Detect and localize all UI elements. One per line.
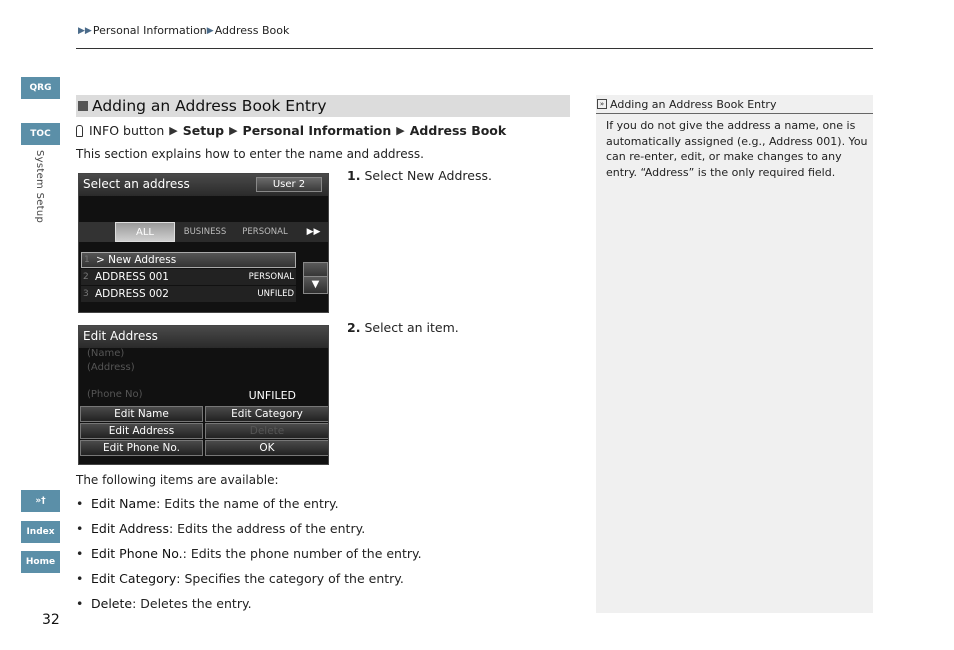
item-term: Edit Category (91, 571, 177, 586)
ok-button: OK (205, 440, 329, 456)
row-number: 2 (83, 272, 89, 282)
header-divider (76, 48, 873, 49)
screen-title: Edit Address (79, 326, 329, 348)
voice-command-button[interactable] (21, 490, 60, 512)
edit-address-button: Edit Address (80, 423, 203, 439)
step-text: Select an item. (364, 320, 459, 335)
edit-phone-button: Edit Phone No. (80, 440, 203, 456)
user-button: User 2 (256, 177, 322, 192)
name-field: (Name) (87, 348, 125, 359)
arrow-icon: ▶ (396, 124, 405, 137)
step-1 (347, 168, 492, 183)
step-suffix: . (488, 168, 492, 183)
item-term: Edit Phone No. (91, 546, 183, 561)
category-tabs (79, 222, 329, 242)
section-heading (76, 95, 570, 117)
nav-setup: Setup (182, 123, 225, 138)
section-title: Adding an Address Book Entry (92, 97, 327, 115)
item-desc: : Edits the address of the entry. (168, 521, 366, 536)
toc-button[interactable]: TOC (21, 123, 60, 145)
tab-spacer (79, 222, 115, 242)
step-text: Select (364, 168, 407, 183)
row-label: > New Address (96, 254, 177, 266)
breadcrumb-address-book[interactable]: Address Book (214, 24, 290, 37)
list-item: • Edit Address : Edits the address of the entry. (76, 521, 422, 546)
list-item: • Edit Phone No. : Edits the phone number of the entry. (76, 546, 422, 571)
item-term: Delete (91, 596, 133, 611)
row-number: 3 (83, 289, 89, 299)
item-desc: : Specifies the category of the entry. (176, 571, 404, 586)
arrow-icon: ▶ (169, 124, 178, 137)
breadcrumb-arrow-icon: ▶ (206, 25, 214, 36)
list-item: • Delete : Deletes the entry. (76, 596, 422, 621)
item-list (76, 496, 422, 621)
delete-button: Delete (205, 423, 329, 439)
navigation-path (76, 123, 506, 138)
row-number: 1 (84, 255, 90, 265)
index-button[interactable]: Index (21, 521, 60, 543)
reference-icon: » (597, 99, 607, 109)
info-button-icon (76, 125, 83, 137)
sidebar-text: If you do not give the address a name, one is automatically assigned (e.g., Address 001). You can re-enter, edit, or make changes to any entry. “Address” is the only required field. (606, 119, 868, 179)
tab-business: BUSINESS (183, 227, 227, 237)
list-item: • Edit Name : Edits the name of the entry. (76, 496, 422, 521)
item-desc: : Deletes the entry. (132, 596, 252, 611)
voice-icon: »† (35, 496, 46, 506)
scroll-down-icon: ▼ (303, 276, 328, 294)
item-term: Edit Address (91, 521, 169, 536)
select-address-screen (78, 173, 329, 313)
nav-address-book: Address Book (409, 123, 507, 138)
sidebar-title: Adding an Address Book Entry (610, 97, 777, 111)
breadcrumb-arrow-icon: ▶▶ (78, 25, 92, 36)
next-tabs-icon: ▶▶ (306, 227, 321, 237)
page-number: 32 (42, 612, 60, 628)
row-category: PERSONAL (248, 272, 294, 282)
edit-name-button: Edit Name (80, 406, 203, 422)
available-intro: The following items are available: (76, 473, 279, 487)
step-number: 2. (347, 320, 361, 335)
edit-category-button: Edit Category (205, 406, 329, 422)
item-term: Edit Name (91, 496, 157, 511)
home-button[interactable]: Home (21, 551, 60, 573)
item-desc: : Edits the name of the entry. (156, 496, 339, 511)
address-field: (Address) (87, 362, 135, 373)
chapter-label: System Setup (34, 150, 45, 224)
item-desc: : Edits the phone number of the entry. (182, 546, 422, 561)
sidebar-heading (596, 95, 873, 114)
row-label: ADDRESS 001 (95, 271, 169, 283)
list-item (81, 269, 296, 285)
tab-all: ALL (115, 222, 175, 242)
step-number: 1. (347, 168, 361, 183)
breadcrumb-personal-information[interactable]: Personal Information (92, 24, 207, 37)
step-term: New Address (406, 168, 489, 183)
nav-personal-information: Personal Information (242, 123, 392, 138)
screen-title: Select an address (79, 174, 329, 196)
list-item (81, 286, 296, 302)
breadcrumb (78, 24, 289, 37)
row-category: UNFILED (257, 289, 294, 299)
phone-field: (Phone No) (87, 389, 143, 400)
intro-text: This section explains how to enter the name and address. (76, 147, 424, 161)
edit-address-screen (78, 325, 329, 465)
sidebar-note (596, 95, 873, 613)
row-label: ADDRESS 002 (95, 288, 169, 300)
arrow-icon: ▶ (229, 124, 238, 137)
step-2 (347, 320, 459, 335)
list-item: • Edit Category : Specifies the category of the entry. (76, 571, 422, 596)
qrg-button[interactable]: QRG (21, 77, 60, 99)
nav-info-button: INFO button (89, 123, 165, 138)
tab-personal: PERSONAL (242, 227, 288, 237)
category-value: UNFILED (248, 389, 296, 402)
square-bullet-icon (78, 101, 88, 111)
list-item (81, 252, 296, 268)
